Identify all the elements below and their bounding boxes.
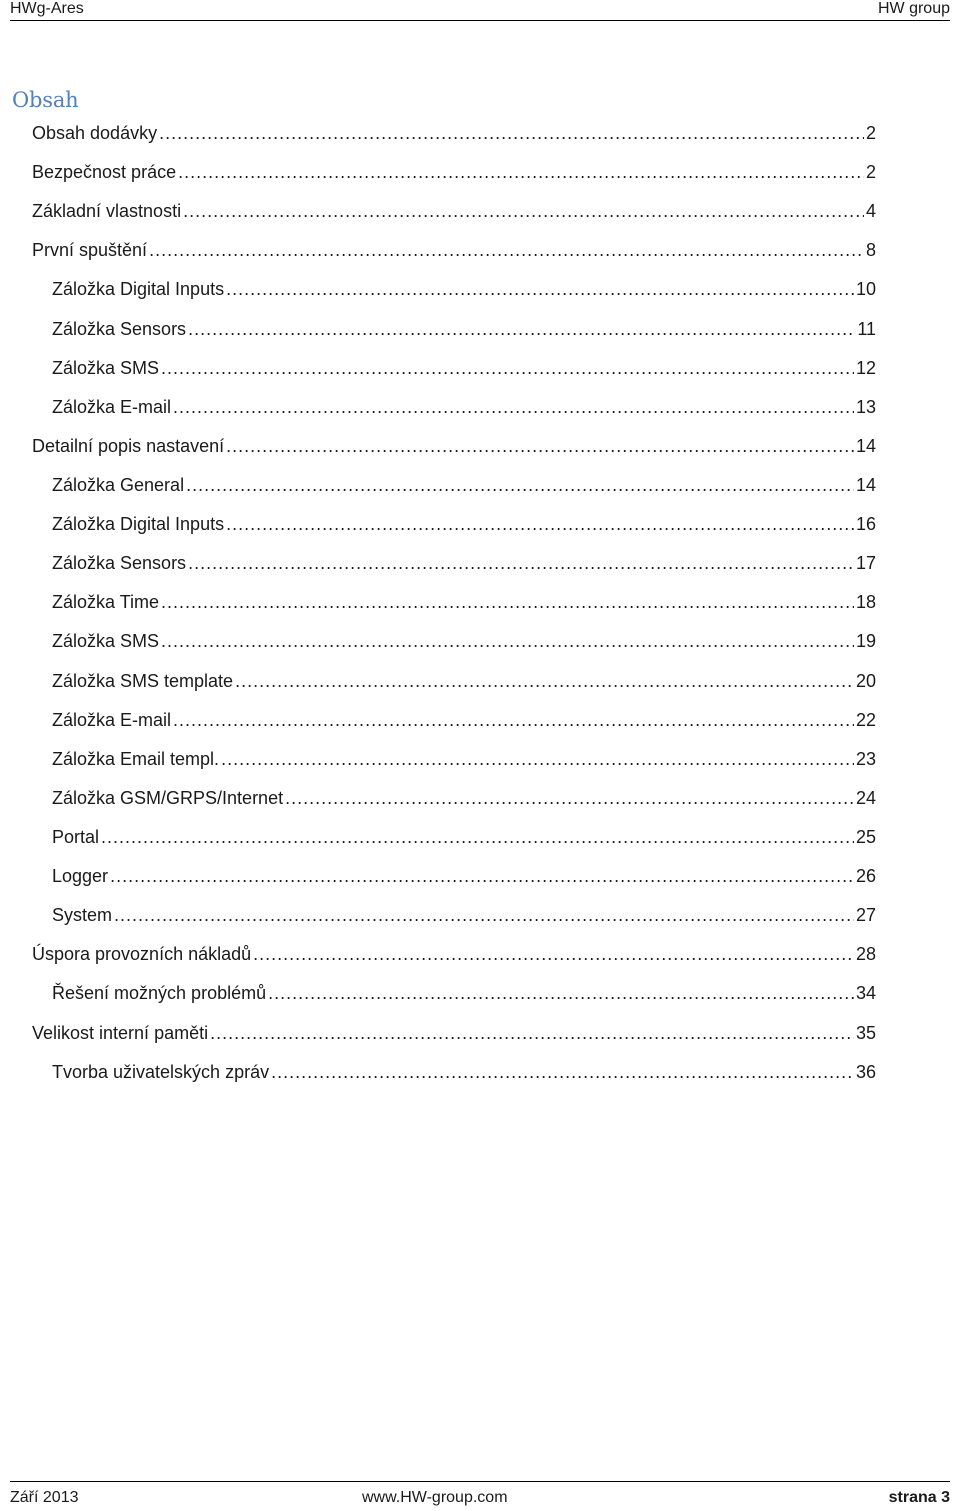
toc-entry[interactable] <box>32 1014 876 1053</box>
toc-dot-leader <box>183 192 864 231</box>
toc-entry-label: System <box>52 905 113 926</box>
toc-entry-label: Záložka Email templ. <box>52 748 220 769</box>
page-footer <box>10 1481 950 1511</box>
toc-entry[interactable] <box>32 505 876 544</box>
toc-dot-leader <box>226 505 854 544</box>
toc-dot-leader <box>159 114 864 153</box>
toc-entry-label: Portal <box>52 826 100 847</box>
toc-dot-leader <box>101 818 854 857</box>
toc-dot-leader <box>285 779 854 818</box>
toc-entry-page-number: 14 <box>855 435 876 456</box>
toc-entry-label: Obsah dodávky <box>32 123 158 143</box>
toc-entry-page-number: 35 <box>855 1022 876 1043</box>
toc-entry-page-number: 10 <box>855 279 876 300</box>
toc-entry[interactable] <box>32 974 876 1013</box>
toc-entry-page-number: 23 <box>855 748 876 769</box>
toc-entry[interactable] <box>32 192 876 231</box>
header-company-name: HW group <box>877 0 950 17</box>
toc-entry[interactable] <box>32 740 876 779</box>
toc-entry-page-number: 28 <box>855 944 876 965</box>
toc-entry-label: Bezpečnost práce <box>32 162 177 183</box>
toc-entry-page-number: 20 <box>855 670 876 691</box>
toc-entry-page-number: 4 <box>865 201 876 222</box>
toc-entry-label: Řešení možných problémů <box>52 983 267 1004</box>
toc-entry-page-number: 18 <box>855 592 876 613</box>
toc-entry-label: Záložka SMS template <box>52 670 234 691</box>
toc-entry-page-number: 16 <box>855 514 876 535</box>
toc-dot-leader <box>110 857 854 896</box>
footer-page-number: strana 3 <box>888 1489 950 1506</box>
toc-entry-page-number: 22 <box>855 709 876 730</box>
toc-dot-leader <box>210 1014 854 1053</box>
toc-entry[interactable] <box>32 310 876 349</box>
toc-entry[interactable] <box>32 114 876 153</box>
toc-entry[interactable] <box>32 349 876 388</box>
toc-entry-label: Záložka E-mail <box>52 709 172 730</box>
toc-title: Obsah <box>12 88 79 112</box>
header-product-name: HWg-Ares <box>10 0 84 17</box>
toc-entry-label: Záložka Digital Inputs <box>52 514 225 535</box>
toc-entry-page-number: 8 <box>865 240 876 261</box>
toc-entry[interactable] <box>32 427 876 466</box>
toc-dot-leader <box>114 896 854 935</box>
toc-entry[interactable] <box>32 896 876 935</box>
toc-entry[interactable] <box>32 388 876 427</box>
toc-dot-leader <box>188 310 855 349</box>
toc-dot-leader <box>161 622 854 661</box>
toc-entry-label: Záložka SMS <box>52 357 160 378</box>
toc-dot-leader <box>226 427 854 466</box>
toc-entry-page-number: 2 <box>865 123 876 143</box>
toc-entry-label: Záložka GSM/GRPS/Internet <box>52 787 284 808</box>
toc-entry-label: Velikost interní paměti <box>32 1022 209 1043</box>
toc-entry-page-number: 17 <box>855 553 876 574</box>
toc-entry[interactable] <box>32 466 876 505</box>
toc-dot-leader <box>271 1053 854 1092</box>
toc-dot-leader <box>226 270 854 309</box>
toc-entry-label: Záložka E-mail <box>52 396 172 417</box>
toc-entry-label: Detailní popis nastavení <box>32 435 225 456</box>
toc-entry-page-number: 13 <box>855 396 876 417</box>
toc-dot-leader <box>178 153 864 192</box>
toc-dot-leader <box>173 701 854 740</box>
toc-dot-leader <box>161 583 854 622</box>
toc-dot-leader <box>235 662 854 701</box>
toc-entry[interactable] <box>32 662 876 701</box>
toc-entry-label: Základní vlastnosti <box>32 201 182 222</box>
footer-website: www.HW-group.com <box>362 1489 508 1506</box>
toc-entry[interactable] <box>32 701 876 740</box>
toc-entry-page-number: 25 <box>855 826 876 847</box>
toc-entry-label: Úspora provozních nákladů <box>32 944 252 965</box>
toc-entry[interactable] <box>32 583 876 622</box>
page-header <box>10 0 950 21</box>
toc-entry[interactable] <box>32 153 876 192</box>
toc-entry[interactable] <box>32 270 876 309</box>
toc-entry[interactable] <box>32 857 876 896</box>
toc-entry-page-number: 11 <box>857 318 876 339</box>
toc-entry[interactable] <box>32 622 876 661</box>
toc-entry-page-number: 34 <box>855 983 876 1004</box>
toc-entry[interactable] <box>32 1053 876 1092</box>
toc-dot-leader <box>173 388 854 427</box>
toc-dot-leader <box>268 974 854 1013</box>
toc-entry-page-number: 24 <box>855 787 876 808</box>
toc-dot-leader <box>149 231 864 270</box>
toc-entry-page-number: 36 <box>855 1061 876 1082</box>
table-of-contents <box>32 114 876 1092</box>
toc-entry-label: Záložka Digital Inputs <box>52 279 225 300</box>
toc-entry[interactable] <box>32 544 876 583</box>
toc-entry-page-number: 2 <box>865 162 876 183</box>
toc-entry-page-number: 27 <box>855 905 876 926</box>
toc-entry-label: První spuštění <box>32 240 148 261</box>
toc-entry[interactable] <box>32 231 876 270</box>
toc-entry-page-number: 12 <box>855 357 876 378</box>
toc-dot-leader <box>221 740 854 779</box>
toc-entry-label: Záložka Sensors <box>52 553 187 574</box>
toc-entry[interactable] <box>32 818 876 857</box>
toc-entry-label: Záložka Time <box>52 592 160 613</box>
toc-entry-label: Záložka General <box>52 474 185 495</box>
toc-dot-leader <box>188 544 854 583</box>
toc-dot-leader <box>253 935 854 974</box>
footer-date: Září 2013 <box>10 1489 79 1506</box>
toc-entry-page-number: 26 <box>855 866 876 887</box>
toc-entry-page-number: 14 <box>855 474 876 495</box>
toc-entry-label: Logger <box>52 866 109 887</box>
toc-entry-label: Záložka Sensors <box>52 318 187 339</box>
toc-entry-page-number: 19 <box>855 631 876 652</box>
toc-entry-label: Tvorba uživatelských zpráv <box>52 1061 270 1082</box>
toc-entry[interactable] <box>32 935 876 974</box>
toc-dot-leader <box>161 349 854 388</box>
toc-dot-leader <box>186 466 854 505</box>
toc-entry-label: Záložka SMS <box>52 631 160 652</box>
toc-entry[interactable] <box>32 779 876 818</box>
